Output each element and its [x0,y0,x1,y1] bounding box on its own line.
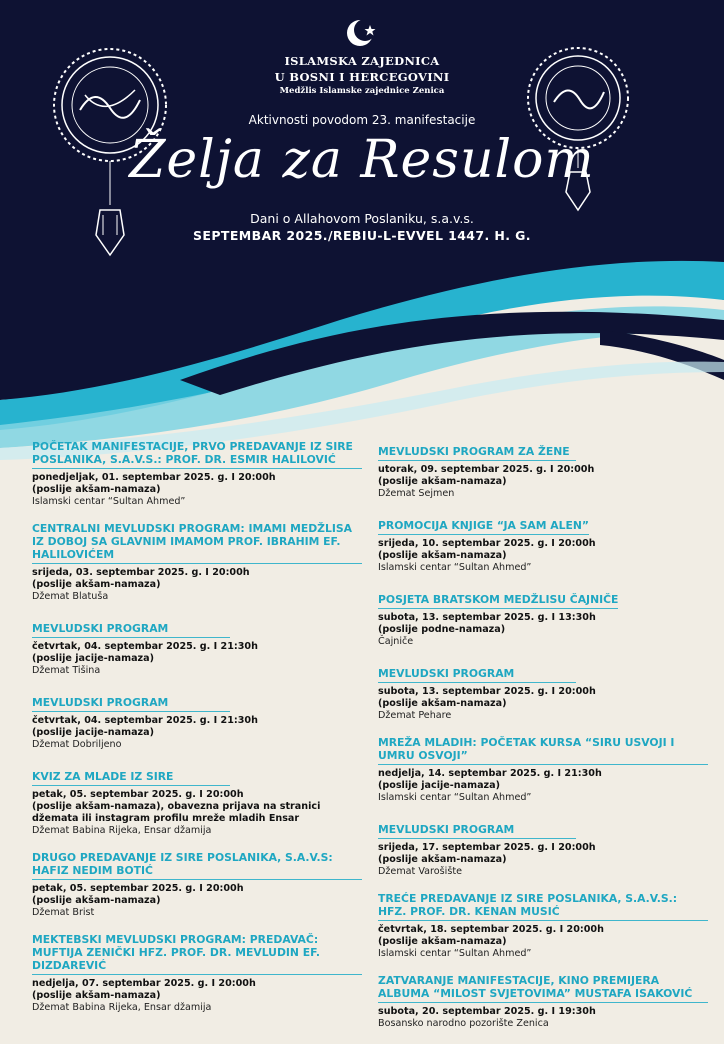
event-prayer-time: (poslije akšam-namaza) [32,484,161,495]
event-date: srijeda, 10. septembar 2025. g. I 20:00h [378,538,596,549]
event-date: nedjelja, 14. septembar 2025. g. I 21:30h [378,768,602,779]
event-prayer-time: (poslije jacije-namaza) [32,727,154,738]
org-name-line1: ISLAMSKA ZAJEDNICA [284,54,440,68]
event-prayer-time: (poslije akšam-namaza) [378,698,507,709]
page-title: Želja za Resulom [129,130,595,190]
event-title: PROMOCIJA KNJIGE “JA SAM ALEN” [378,519,589,535]
event-date: četvrtak, 18. septembar 2025. g. I 20:00h [378,924,604,935]
event-item [32,617,362,677]
event-item [32,691,362,751]
event-prayer-time: (poslije akšam-namaza) [32,579,161,590]
event-location: Džemat Babina Rijeka, Ensar džamija [32,1002,212,1013]
event-date: subota, 13. septembar 2025. g. I 20:00h [378,686,596,697]
event-item [378,736,708,804]
event-location: Džemat Varošište [378,866,462,877]
event-title: MEVLUDSKI PROGRAM [378,823,576,839]
event-location: Džemat Dobriljeno [32,739,122,750]
event-item [378,974,708,1030]
event-location: Džemat Sejmen [378,488,455,499]
event-date: petak, 05. septembar 2025. g. I 20:00h [32,789,244,800]
event-location: Islamski centar “Sultan Ahmed” [378,562,532,573]
event-title: ZATVARANJE MANIFESTACIJE, KINO PREMIJERA ALBUMA “MILOST SVJETOVIMA” MUSTAFA ISAKOVIĆ [378,974,708,1003]
event-location: Džemat Babina Rijeka, Ensar džamija [32,825,212,836]
event-location: Džemat Brist [32,907,95,918]
event-date: subota, 13. septembar 2025. g. I 13:30h [378,612,596,623]
event-prayer-time: (poslije jacije-namaza) [32,653,154,664]
event-prayer-time: (poslije podne-namaza) [378,624,506,635]
event-item [378,818,708,878]
event-date: srijeda, 03. septembar 2025. g. I 20:00h [32,567,250,578]
event-date: ponedjeljak, 01. septembar 2025. g. I 20:00h [32,472,276,483]
event-item [378,662,708,722]
event-date: nedjelja, 07. septembar 2025. g. I 20:00h [32,978,256,989]
event-title: MEVLUDSKI PROGRAM ZA ŽENE [378,445,576,461]
event-prayer-time: (poslije akšam-namaza) [32,990,161,1001]
event-location: Džemat Blatuša [32,591,109,602]
event-title: MEVLUDSKI PROGRAM [32,696,230,712]
event-item [32,440,362,508]
event-prayer-time: (poslije akšam-namaza), obavezna prijava na stranici džemata ili instagram profilu mreže mladih Ensar [32,801,321,824]
event-location: Islamski centar “Sultan Ahmed” [378,948,532,959]
event-title: MEVLUDSKI PROGRAM [378,667,576,683]
event-date: srijeda, 17. septembar 2025. g. I 20:00h [378,842,596,853]
event-title: MREŽA MLADIH: POČETAK KURSA “SIRU USVOJI I UMRU OSVOJI” [378,736,708,765]
event-title: DRUGO PREDAVANJE IZ SIRE POSLANIKA, S.A.V.S: HAFIZ NEDIM BOTIĆ [32,851,362,880]
event-date: utorak, 09. septembar 2025. g. I 20:00h [378,464,595,475]
event-item [378,514,708,574]
event-title: POČETAK MANIFESTACIJE, PRVO PREDAVANJE IZ SIRE POSLANIKA, S.A.V.S.: PROF. DR. ESMIR HALILOVIĆ [32,440,362,469]
event-item [378,892,708,960]
event-title: MEKTEBSKI MEVLUDSKI PROGRAM: PREDAVAČ: MUFTIJA ZENIČKI HFZ. PROF. DR. MEVLUDIN EF. DIZDAREVIĆ [32,933,362,975]
event-prayer-time: (poslije jacije-namaza) [378,780,500,791]
event-title: MEVLUDSKI PROGRAM [32,622,230,638]
event-item [32,851,362,919]
event-location: Islamski centar “Sultan Ahmed” [378,792,532,803]
events-column-left [32,440,362,1028]
event-item [32,765,362,837]
event-item [32,522,362,603]
date-line: SEPTEMBAR 2025./REBIU-L-EVVEL 1447. H. G. [193,228,531,243]
event-item [378,440,708,500]
event-prayer-time: (poslije akšam-namaza) [32,895,161,906]
event-location: Čajniče [378,636,414,647]
event-date: petak, 05. septembar 2025. g. I 20:00h [32,883,244,894]
event-location: Džemat Tišina [32,665,101,676]
tagline: Dani o Allahovom Poslaniku, s.a.v.s. [250,211,474,226]
event-prayer-time: (poslije akšam-namaza) [378,936,507,947]
event-item [32,933,362,1014]
event-title: TREĆE PREDAVANJE IZ SIRE POSLANIKA, S.A.V.S.: HFZ. PROF. DR. KENAN MUSIĆ [378,892,708,921]
org-name-line3: Medžlis Islamske zajednice Zenica [279,86,445,96]
event-location: Islamski centar “Sultan Ahmed” [32,496,186,507]
event-title: CENTRALNI MEVLUDSKI PROGRAM: IMAMI MEDŽLISA IZ DOBOJ SA GLAVNIM IMAMOM PROF. IBRAHIM EF. HALILOVIĆEM [32,522,362,564]
event-date: četvrtak, 04. septembar 2025. g. I 21:30h [32,715,258,726]
event-item [378,588,708,648]
crescent-star-icon [345,16,379,50]
event-prayer-time: (poslije akšam-namaza) [378,854,507,865]
event-date: subota, 20. septembar 2025. g. I 19:30h [378,1006,596,1017]
event-prayer-time: (poslije akšam-namaza) [378,476,507,487]
event-location: Džemat Pehare [378,710,452,721]
event-location: Bosansko narodno pozorište Zenica [378,1018,549,1029]
event-title: KVIZ ZA MLADE IZ SIRE [32,770,230,786]
event-date: četvrtak, 04. septembar 2025. g. I 21:30h [32,641,258,652]
event-title: POSJETA BRATSKOM MEDŽLISU ČAJNIČE [378,593,618,609]
org-name-line2: U BOSNI I HERCEGOVINI [274,70,450,84]
subtitle: Aktivnosti povodom 23. manifestacije [248,113,476,127]
events-column-right [378,440,708,1044]
event-prayer-time: (poslije akšam-namaza) [378,550,507,561]
